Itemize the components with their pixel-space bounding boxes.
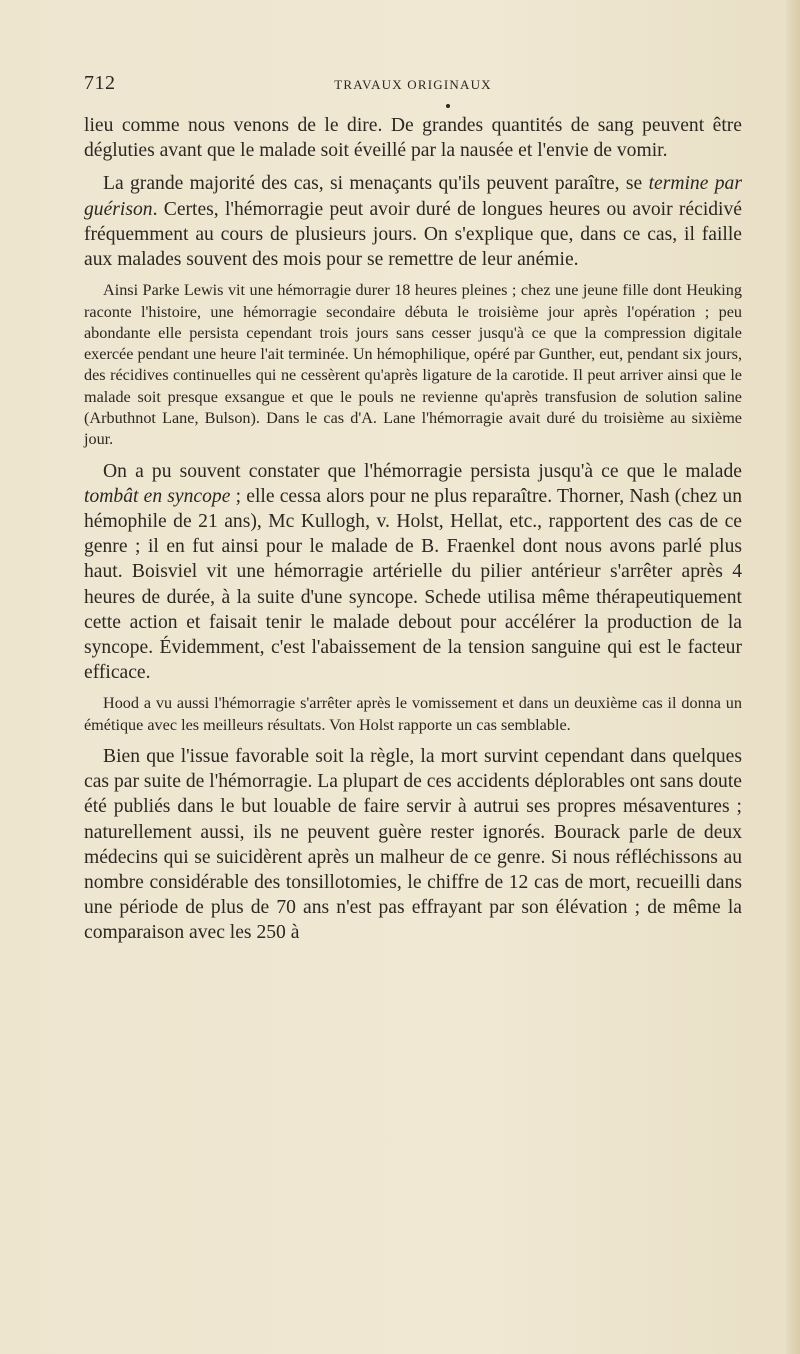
paragraph-gap [84, 451, 742, 459]
quote-paragraph [84, 693, 742, 736]
paragraph-gap [84, 736, 742, 744]
quote-paragraph [84, 280, 742, 450]
page-edge [786, 0, 800, 1354]
body-text [84, 113, 742, 946]
text-run: On a pu souvent constater que l'hémorragie persista jusqu'à ce que le malade [103, 460, 742, 482]
paragraph-gap [84, 272, 742, 280]
paragraph [84, 171, 742, 272]
text-run: . Certes, l'hémorragie peut avoir duré de longues heures ou avoir récidivé fréquemment au cours de plusieurs jours. On s'explique que, dans ce cas, il faille aux malades souvent des mois pour se remettre de leur anémie. [84, 198, 742, 271]
italic-phrase: tombât en syncope [84, 485, 231, 507]
running-head: TRAVAUX ORIGINAUX [334, 77, 492, 92]
paragraph [84, 113, 742, 163]
paragraph [84, 459, 742, 686]
text-run: ; elle cessa alors pour ne plus reparaître. Thorner, Nash (chez un hémophile de 21 ans), Mc Kullogh, v. Holst, Hellat, etc., rapportent des cas de ce genre ; il en fut ainsi pour le malade de B. Fraenkel dont nous avons parlé plus haut. Boisviel vit une hémorragie artérielle du pilier antérieur s'arrêter après 4 heures de durée, à la suite d'une syncope. Schede utilisa même thérapeutiquement cette action et faisait tenir le malade debout pour accélérer la production de la syncope. Évidemment, c'est l'abaissement de la tension sanguine qui est le facteur efficace. [84, 485, 743, 684]
paragraph [84, 744, 742, 946]
text-run: lieu comme nous venons de le dire. De grandes quantités de sang peuvent être dégluties avant que le malade soit éveillé par la nausée et l'envie de vomir. [84, 115, 742, 162]
italic-phrase: termine par guérison [84, 173, 742, 220]
text-run: La grande majorité des cas, si menaçants qu'ils peuvent paraître, se [103, 173, 649, 195]
paragraph-gap [84, 163, 742, 171]
ink-speck [446, 104, 450, 108]
text-run: Hood a vu aussi l'hémorragie s'arrêter après le vomissement et dans un deuxième cas il donna un émétique avec les meilleurs résultats. Von Holst rapporte un cas semblable. [84, 694, 742, 734]
paragraph-gap [84, 685, 742, 693]
text-run: Ainsi Parke Lewis vit une hémorragie durer 18 heures pleines ; chez une jeune fille dont Heuking raconte l'histoire, une hémorragie secondaire débuta le troisième jour après l'opération ; peu abondante elle persista cependant trois jours sans cesser jusqu'à ce que la compression digitale exercée pendant une heure l'ait terminée. Un hémophilique, opéré par Gunther, eut, pendant six jours, des récidives continuelles qui ne cessèrent qu'après ligature de la carotide. Il peut arriver ainsi que le malade soit presque exsangue et que le pouls ne revienne qu'après transfusion de solution saline (Arbuthnot Lane, Bulson). Dans le cas d'A. Lane l'hémorragie avait duré du troisième au sixième jour. [84, 281, 742, 449]
text-run: Bien que l'issue favorable soit la règle, la mort survint cependant dans quelques cas par suite de l'hémorragie. La plupart de ces accidents déplorables ont sans doute été publiés dans le but louable de faire servir à autrui ses propres mésaventures ; naturellement aussi, ils ne peuvent guère rester ignorés. Bourack parle de deux médecins qui se suicidèrent après un malheur de ce genre. Si nous réfléchissons au nombre considérable des tonsillotomies, le chiffre de 12 cas de mort, recueilli dans une période de plus de 70 ans n'est pas effrayant par son élévation ; de même la comparaison avec les 250 à [84, 746, 742, 944]
page-header [84, 72, 742, 98]
page-number: 712 [84, 72, 116, 94]
